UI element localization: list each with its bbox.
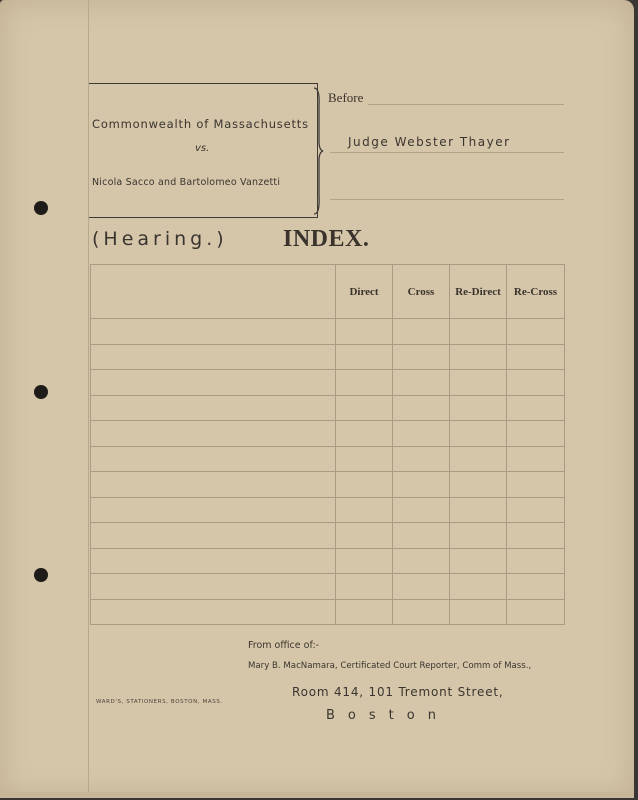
table-cell [450,370,507,396]
table-cell [507,523,565,549]
table-cell [507,472,565,498]
table-cell [393,446,450,472]
table-row [91,319,565,345]
table-cell [393,574,450,600]
table-cell [336,344,393,370]
table-cell [393,344,450,370]
judge-line [330,152,564,153]
header-direct: Direct [336,265,393,319]
before-line [368,104,564,105]
table-cell [393,319,450,345]
printer-imprint: WARD'S, STATIONERS, BOSTON, MASS. [96,699,223,705]
table-cell [336,472,393,498]
index-table-body [91,319,565,625]
judge-name: Judge Webster Thayer [348,135,511,149]
table-cell [91,472,336,498]
table-cell [336,599,393,625]
proceeding-type: (Hearing.) [92,228,228,250]
table-row [91,599,565,625]
table-cell [91,446,336,472]
table-cell [91,319,336,345]
table-cell [450,319,507,345]
table-cell [450,421,507,447]
city-line: Boston [326,708,449,723]
punch-hole [34,201,48,215]
table-row [91,523,565,549]
table-cell [393,523,450,549]
table-cell [393,421,450,447]
blank-line [330,199,564,200]
punch-hole [34,568,48,582]
table-cell [507,497,565,523]
table-cell [91,370,336,396]
versus-label: vs. [195,143,210,154]
table-cell [393,548,450,574]
punch-hole [34,385,48,399]
table-row [91,421,565,447]
from-office-label: From office of:- [248,640,320,651]
table-cell [393,472,450,498]
table-cell [393,599,450,625]
table-cell [336,574,393,600]
table-row [91,574,565,600]
header-re-cross: Re-Cross [507,265,565,319]
table-cell [507,370,565,396]
table-cell [507,599,565,625]
table-cell [91,599,336,625]
table-cell [450,344,507,370]
table-cell [507,574,565,600]
header-cross: Cross [393,265,450,319]
table-cell [336,446,393,472]
header-re-direct: Re-Direct [450,265,507,319]
table-cell [91,523,336,549]
table-cell [507,446,565,472]
table-cell [507,548,565,574]
table-cell [507,395,565,421]
table-cell [450,497,507,523]
page-edge [0,792,634,798]
plaintiff-name: Commonwealth of Massachusetts [92,117,309,131]
table-cell [507,421,565,447]
table-row [91,370,565,396]
table-cell [91,574,336,600]
table-cell [450,548,507,574]
table-row [91,548,565,574]
table-row [91,344,565,370]
index-title: INDEX. [283,226,370,252]
address-line: Room 414, 101 Tremont Street, [292,685,504,699]
table-cell [450,446,507,472]
table-cell [336,421,393,447]
table-cell [336,395,393,421]
table-cell [91,421,336,447]
before-label: Before [328,90,364,105]
table-cell [450,574,507,600]
table-cell [393,497,450,523]
table-row [91,472,565,498]
table-cell [393,370,450,396]
table-cell [393,395,450,421]
table-cell [336,370,393,396]
table-row [91,497,565,523]
header-name-column [91,265,336,319]
table-cell [336,497,393,523]
table-cell [336,523,393,549]
defendants-name: Nicola Sacco and Bartolomeo Vanzetti [92,177,281,188]
brace-icon [312,86,324,216]
table-cell [507,344,565,370]
table-cell [91,344,336,370]
table-cell [507,319,565,345]
table-cell [450,523,507,549]
reporter-line: Mary B. MacNamara, Certificated Court Reporter, Comm of Mass., [248,661,532,671]
table-cell [91,548,336,574]
table-row [91,395,565,421]
table-row [91,446,565,472]
table-cell [450,599,507,625]
index-table [90,264,565,625]
table-cell [450,395,507,421]
table-cell [336,319,393,345]
table-cell [91,497,336,523]
table-cell [336,548,393,574]
table-header-row [91,265,565,319]
table-cell [450,472,507,498]
table-cell [91,395,336,421]
